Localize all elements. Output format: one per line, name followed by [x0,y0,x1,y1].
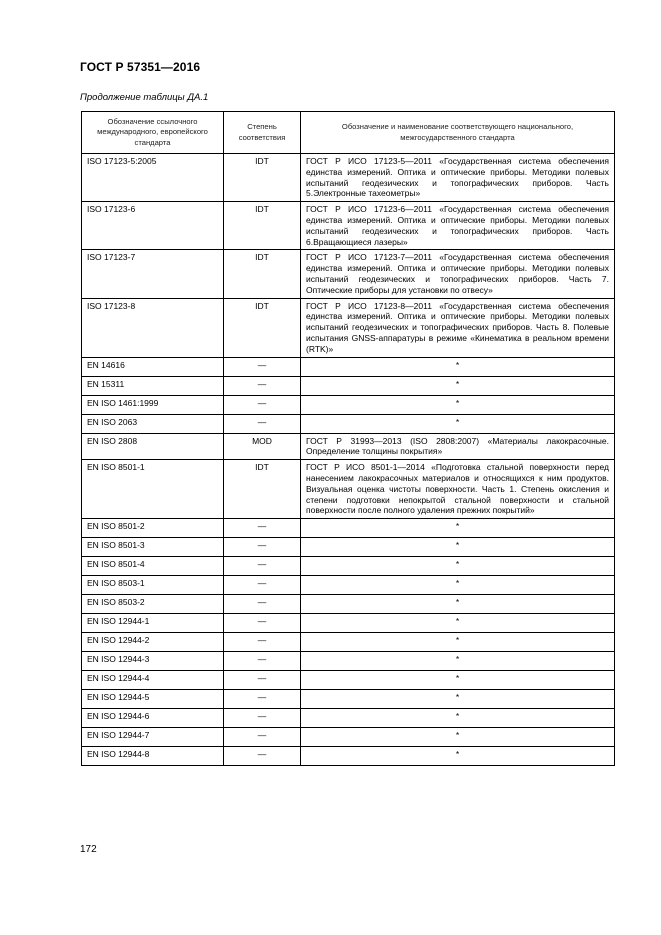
table-caption: Продолжение таблицы ДА.1 [80,92,209,103]
table-row [82,747,615,766]
national-standard-cell: * [301,728,615,747]
degree-cell: — [224,690,301,709]
table-row [82,519,615,538]
reference-standard-cell: EN ISO 12944-2 [82,633,224,652]
table-row [82,633,615,652]
national-standard-cell: * [301,357,615,376]
national-standard-cell: * [301,690,615,709]
national-standard-cell: ГОСТ Р ИСО 17123-5—2011 «Государственная система обеспечения единства измерений. Оптика и оптические приборы. Методики полевых испытаний геодезических и топографических приборов. Часть 5.Электронные тахеометры» [301,154,615,202]
degree-cell: IDT [224,154,301,202]
reference-standard-cell: EN ISO 12944-8 [82,747,224,766]
reference-standard-cell: EN ISO 8501-4 [82,557,224,576]
national-standard-cell: * [301,614,615,633]
reference-standard-cell: ISO 17123-7 [82,250,224,298]
table-row [82,433,615,460]
table-row [82,538,615,557]
reference-standard-cell: ISO 17123-8 [82,298,224,357]
national-standard-cell: * [301,519,615,538]
reference-standard-cell: EN ISO 2063 [82,414,224,433]
document-title: ГОСТ Р 57351—2016 [80,60,201,74]
national-standard-cell: * [301,414,615,433]
table-row [82,250,615,298]
page-number: 172 [80,844,97,855]
degree-cell: — [224,538,301,557]
degree-cell: — [224,728,301,747]
reference-standard-cell: ISO 17123-5:2005 [82,154,224,202]
degree-cell: MOD [224,433,301,460]
table-row [82,709,615,728]
national-standard-cell: ГОСТ Р ИСО 17123-7—2011 «Государственная система обеспечения единства измерений. Оптика и оптические приборы. Методики полевых испытаний геодезических и топографических приборов. Часть 7. Оптические приборы для установки по отвесу» [301,250,615,298]
reference-standard-cell: EN 15311 [82,376,224,395]
national-standard-cell: * [301,633,615,652]
degree-cell: — [224,595,301,614]
degree-cell: — [224,576,301,595]
table-row [82,414,615,433]
header-national-standard: Обозначение и наименование соответствующего национального, межгосударственного стандарта [301,112,615,154]
degree-cell: — [224,519,301,538]
national-standard-cell: ГОСТ Р ИСО 8501-1—2014 «Подготовка стальной поверхности перед нанесением лакокрасочных материалов и относящихся к ним продуктов. Визуальная оценка чистоты поверхности. Часть 1. Степень окисления и степени подготовки непокрытой стальной поверхности и стальной поверхности после полного удаления прежних покрытий» [301,460,615,519]
degree-cell: — [224,557,301,576]
national-standard-cell: * [301,671,615,690]
standards-table [81,111,615,766]
degree-cell: — [224,414,301,433]
national-standard-cell: * [301,652,615,671]
header-reference-standard: Обозначение ссылочного международного, европейского стандарта [82,112,224,154]
reference-standard-cell: EN ISO 8501-3 [82,538,224,557]
reference-standard-cell: EN ISO 8503-2 [82,595,224,614]
reference-standard-cell: EN ISO 12944-1 [82,614,224,633]
national-standard-cell: ГОСТ Р ИСО 17123-6—2011 «Государственная система обеспечения единства измерений. Оптика и оптические приборы. Методики полевых испытаний геодезических и топографических приборов. Часть 6.Вращающиеся лазеры» [301,202,615,250]
reference-standard-cell: EN ISO 8503-1 [82,576,224,595]
reference-standard-cell: EN ISO 12944-5 [82,690,224,709]
degree-cell: — [224,633,301,652]
national-standard-cell: ГОСТ Р ИСО 17123-8—2011 «Государственная система обеспечения единства измерений. Оптика и оптические приборы. Методики полевых испытаний геодезических и топографических приборов. Часть 8. Полевые испытания GNSS-аппаратуры в режиме «Кинематика в реальном времени (RTK)» [301,298,615,357]
table-row [82,395,615,414]
table-row [82,357,615,376]
national-standard-cell: ГОСТ Р 31993—2013 (ISO 2808:2007) «Материалы лакокрасочные. Определение толщины покрытия» [301,433,615,460]
degree-cell: — [224,395,301,414]
degree-cell: IDT [224,460,301,519]
reference-standard-cell: EN ISO 1461:1999 [82,395,224,414]
degree-cell: — [224,671,301,690]
national-standard-cell: * [301,709,615,728]
reference-standard-cell: EN ISO 8501-2 [82,519,224,538]
degree-cell: IDT [224,298,301,357]
table-row [82,728,615,747]
table-body [82,154,615,766]
degree-cell: — [224,376,301,395]
reference-standard-cell: EN ISO 12944-7 [82,728,224,747]
table-row [82,202,615,250]
national-standard-cell: * [301,538,615,557]
table-row [82,595,615,614]
degree-cell: IDT [224,202,301,250]
table-header-row [82,112,615,154]
national-standard-cell: * [301,395,615,414]
table-row [82,671,615,690]
reference-standard-cell: EN 14616 [82,357,224,376]
national-standard-cell: * [301,595,615,614]
degree-cell: — [224,709,301,728]
reference-standard-cell: EN ISO 12944-3 [82,652,224,671]
table-row [82,557,615,576]
degree-cell: — [224,747,301,766]
national-standard-cell: * [301,376,615,395]
degree-cell: IDT [224,250,301,298]
reference-standard-cell: EN ISO 12944-6 [82,709,224,728]
table-row [82,376,615,395]
table-row [82,298,615,357]
reference-standard-cell: EN ISO 8501-1 [82,460,224,519]
reference-standard-cell: EN ISO 2808 [82,433,224,460]
table-row [82,614,615,633]
reference-standard-cell: ISO 17123-6 [82,202,224,250]
national-standard-cell: * [301,576,615,595]
national-standard-cell: * [301,747,615,766]
national-standard-cell: * [301,557,615,576]
table-row [82,460,615,519]
table-row [82,690,615,709]
reference-standard-cell: EN ISO 12944-4 [82,671,224,690]
degree-cell: — [224,357,301,376]
table-row [82,154,615,202]
header-degree: Степень соответствия [224,112,301,154]
degree-cell: — [224,614,301,633]
degree-cell: — [224,652,301,671]
table-row [82,576,615,595]
table-row [82,652,615,671]
